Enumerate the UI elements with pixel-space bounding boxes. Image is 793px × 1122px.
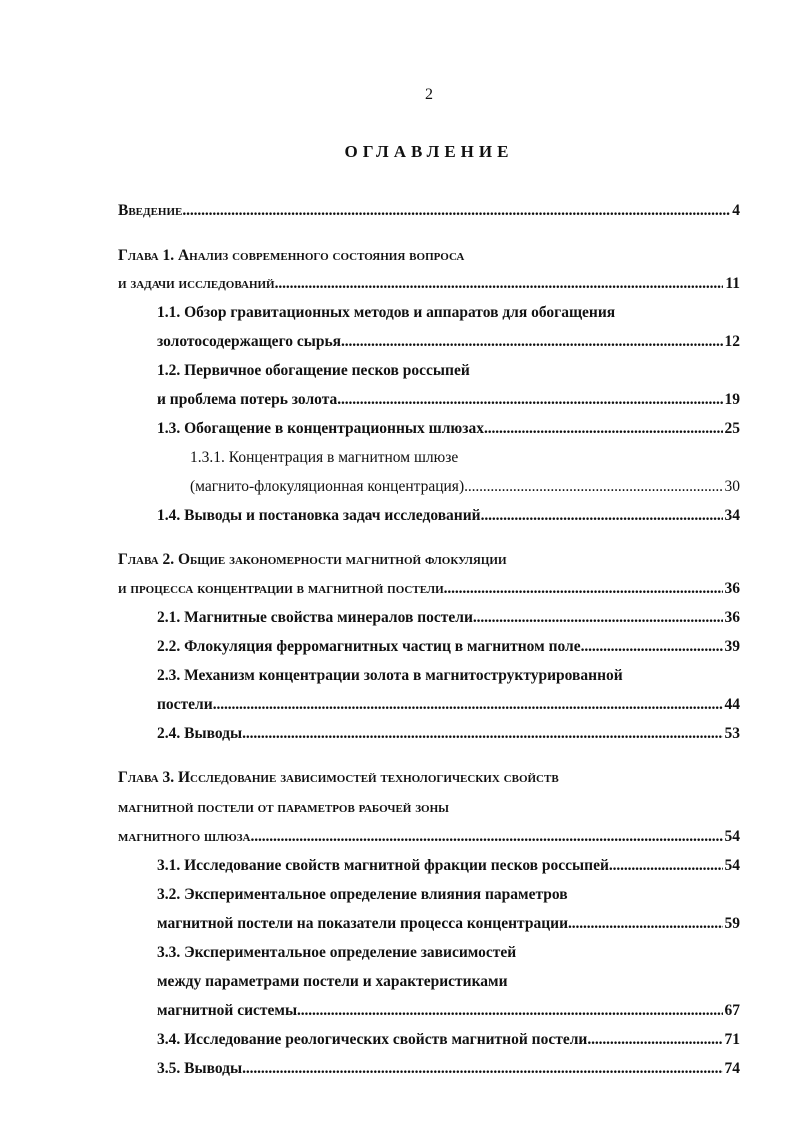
- toc-section-1-1: [157, 330, 740, 354]
- toc-entry-text: Глава 1. Анализ современного состояния вопроса: [118, 247, 465, 264]
- toc-section-2-4: [157, 722, 740, 746]
- toc-section-1-4: [157, 504, 740, 528]
- toc-entry-text: Глава 3. Исследование зависимостей технологических свойств: [118, 769, 559, 786]
- toc-entry-text: Глава 2. Общие закономерности магнитной флокуляции: [118, 551, 507, 568]
- toc-entry-page: 74: [724, 1060, 740, 1077]
- toc-entry-page: 34: [724, 507, 740, 524]
- leader-dots: [213, 693, 723, 717]
- leader-dots: [250, 825, 722, 849]
- toc-entry-text: 1.3.1. Концентрация в магнитном шлюзе: [190, 449, 459, 466]
- leader-dots: [242, 1057, 722, 1081]
- leader-dots: [464, 475, 722, 499]
- toc-entry-text: постели: [157, 696, 213, 713]
- leader-dots: [581, 635, 723, 659]
- toc-chapter-3-heading-cont: [118, 796, 449, 820]
- toc-section-3-1: [157, 854, 740, 878]
- toc-entry-text: и проблема потерь золота: [157, 391, 338, 408]
- toc-entry-text: (магнито-флокуляционная концентрация): [190, 478, 465, 495]
- toc-entry-text: и задачи исследований: [118, 275, 275, 292]
- toc-entry-page: 36: [724, 580, 740, 597]
- toc-subsection-1-3-1: [190, 475, 740, 499]
- toc-entry-page: 12: [724, 333, 740, 350]
- toc-entry-text: магнитной постели от параметров рабочей зоны: [118, 799, 449, 816]
- toc-section-3-2: [157, 912, 740, 936]
- toc-entry-text: 2.4. Выводы: [157, 725, 243, 742]
- toc-entry-text: Введение: [118, 202, 183, 219]
- toc-entry-text: 1.2. Первичное обогащение песков россыпей: [157, 362, 470, 379]
- leader-dots: [444, 577, 723, 601]
- leader-dots: [337, 388, 722, 412]
- toc-entry-page: 30: [724, 478, 740, 495]
- leader-dots: [473, 606, 723, 630]
- toc-section-3-2-heading: [157, 883, 568, 907]
- page-number: 2: [425, 86, 433, 103]
- toc-entry-text: магнитного шлюза: [118, 828, 251, 845]
- toc-section-1-3: [157, 417, 740, 441]
- toc-chapter-2-heading: [118, 548, 507, 572]
- toc-section-1-2-heading: [157, 359, 470, 383]
- leader-dots: [568, 912, 723, 936]
- leader-dots: [297, 999, 722, 1023]
- toc-entry-text: 3.4. Исследование реологических свойств магнитной постели: [157, 1031, 588, 1048]
- toc-entry-text: 1.4. Выводы и постановка задач исследований: [157, 507, 481, 524]
- toc-entry-page: 25: [724, 420, 740, 437]
- toc-chapter-2: [118, 577, 740, 601]
- toc-entry-page: 36: [724, 609, 740, 626]
- toc-section-2-3-heading: [157, 664, 623, 688]
- toc-section-2-3: [157, 693, 740, 717]
- toc-entry-text: 2.1. Магнитные свойства минералов постели: [157, 609, 473, 626]
- toc-entry-page: 39: [724, 638, 740, 655]
- toc-entry-text: магнитной постели на показатели процесса концентрации: [157, 915, 568, 932]
- toc-entry-page: 53: [724, 725, 740, 742]
- toc-entry-page: 54: [724, 857, 740, 874]
- toc-entry-text: и процесса концентрации в магнитной постели: [118, 580, 444, 597]
- toc-entry-text: 3.5. Выводы: [157, 1060, 243, 1077]
- toc-chapter-3: [118, 825, 740, 849]
- leader-dots: [587, 1028, 722, 1052]
- toc-section-2-2: [157, 635, 740, 659]
- toc-section-2-1: [157, 606, 740, 630]
- toc-chapter-1-heading: [118, 244, 464, 268]
- toc-entry-page: 4: [732, 202, 740, 219]
- toc-entry-page: 71: [724, 1031, 740, 1048]
- toc-entry-text: 1.3. Обогащение в концентрационных шлюзах: [157, 420, 484, 437]
- toc-section-1-2: [157, 388, 740, 412]
- leader-dots: [484, 417, 723, 441]
- toc-section-1-1-heading: [157, 301, 615, 325]
- toc-entry-text: магнитной системы: [157, 1002, 298, 1019]
- toc-subsection-1-3-1-heading: [190, 446, 458, 470]
- toc-entry-text: между параметрами постели и характеристиками: [157, 973, 508, 990]
- toc-chapter-1: [118, 272, 740, 296]
- toc-entry-page: 19: [724, 391, 740, 408]
- leader-dots: [275, 272, 724, 296]
- toc-entry-page: 44: [724, 696, 740, 713]
- toc-entry-text: 3.1. Исследование свойств магнитной фракции песков россыпей: [157, 857, 609, 874]
- toc-entry-page: 59: [724, 915, 740, 932]
- toc-entry-text: 3.3. Экспериментальное определение зависимостей: [157, 944, 517, 961]
- toc-entry-text: 2.3. Механизм концентрации золота в магнитоструктурированной: [157, 667, 623, 684]
- leader-dots: [609, 854, 723, 878]
- toc-entry-page: 54: [724, 828, 740, 845]
- leader-dots: [242, 722, 722, 746]
- toc-entry-text: 3.2. Экспериментальное определение влияния параметров: [157, 886, 568, 903]
- toc-section-3-5: [157, 1057, 740, 1081]
- toc-entry-page: 67: [724, 1002, 740, 1019]
- toc-section-3-4: [157, 1028, 740, 1052]
- toc-entry-introduction: [118, 199, 740, 223]
- toc-entry-text: золотосодержащего сырья: [157, 333, 342, 350]
- toc-entry-text: 1.1. Обзор гравитационных методов и аппаратов для обогащения: [157, 304, 616, 321]
- leader-dots: [182, 199, 730, 223]
- toc-section-3-3-heading-cont: [157, 970, 508, 994]
- toc-section-3-3: [157, 999, 740, 1023]
- toc-section-3-3-heading: [157, 941, 516, 965]
- toc-title: ОГЛАВЛЕНИЕ: [344, 142, 514, 161]
- toc-entry-page: 11: [725, 275, 740, 292]
- leader-dots: [341, 330, 722, 354]
- leader-dots: [481, 504, 723, 528]
- toc-entry-text: 2.2. Флокуляция ферромагнитных частиц в магнитном поле: [157, 638, 581, 655]
- toc-chapter-3-heading: [118, 766, 559, 790]
